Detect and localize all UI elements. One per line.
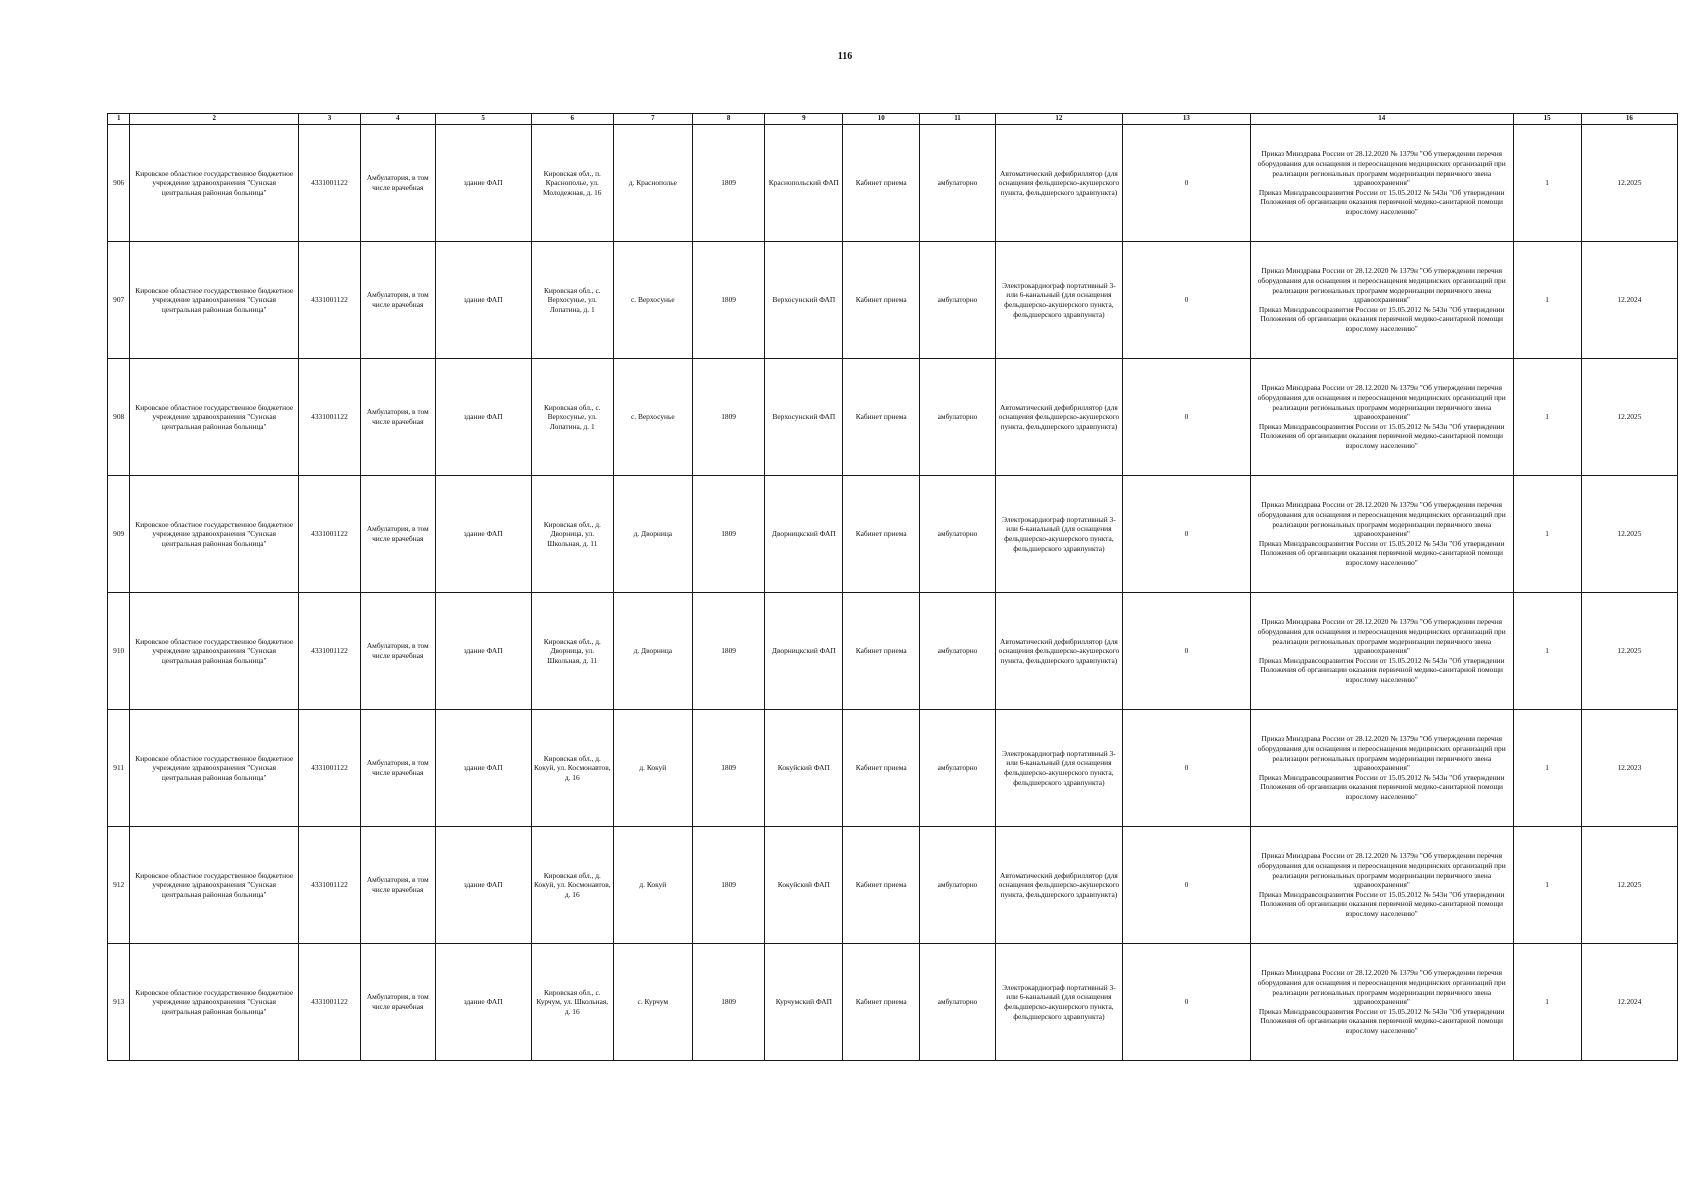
table-row <box>108 710 1678 827</box>
quantity-available: 0 <box>1122 710 1250 827</box>
building: здание ФАП <box>435 125 531 242</box>
building: здание ФАП <box>435 827 531 944</box>
facility-type: Амбулатория, в том числе врачебная <box>360 242 435 359</box>
address: Кировская обл., д. Дворница, ул. Школьная, д. 11 <box>531 593 613 710</box>
fap-name: Верхосунский ФАП <box>765 359 843 476</box>
column-number: 14 <box>1250 114 1513 125</box>
quantity-needed: 1 <box>1513 242 1581 359</box>
table-row <box>108 476 1678 593</box>
quantity-needed: 1 <box>1513 827 1581 944</box>
locality: с. Верхосунье <box>613 242 692 359</box>
locality: д. Кокуй <box>613 710 692 827</box>
quantity-needed: 1 <box>1513 476 1581 593</box>
year: 1809 <box>692 476 765 593</box>
room: Кабинет приема <box>843 944 920 1061</box>
equipment: Электрокардиограф портативный 3- или 6-канальный (для оснащения фельдшерско-акушерского пункта, фельдшерского здравпункта) <box>995 944 1122 1061</box>
delivery-date: 12.2025 <box>1581 476 1677 593</box>
locality: д. Кокуй <box>613 827 692 944</box>
row-number: 912 <box>108 827 130 944</box>
locality: д. Краснополье <box>613 125 692 242</box>
fap-name: Курчумский ФАП <box>765 944 843 1061</box>
delivery-date: 12.2025 <box>1581 125 1677 242</box>
fap-name: Краснопольский ФАП <box>765 125 843 242</box>
table-row <box>108 827 1678 944</box>
address: Кировская обл., д. Кокуй, ул. Космонавтов, д. 16 <box>531 827 613 944</box>
locality: с. Верхосунье <box>613 359 692 476</box>
row-number: 911 <box>108 710 130 827</box>
column-number: 10 <box>843 114 920 125</box>
page-number: 116 <box>837 51 853 62</box>
year: 1809 <box>692 944 765 1061</box>
organization-name: Кировское областное государственное бюджетное учреждение здравоохранения "Сунская центральная районная больница" <box>130 242 299 359</box>
room: Кабинет приема <box>843 125 920 242</box>
row-number: 908 <box>108 359 130 476</box>
care-mode: амбулаторно <box>920 827 996 944</box>
quantity-needed: 1 <box>1513 944 1581 1061</box>
column-number: 3 <box>299 114 361 125</box>
year: 1809 <box>692 593 765 710</box>
room: Кабинет приема <box>843 476 920 593</box>
equipment: Электрокардиограф портативный 3- или 6-канальный (для оснащения фельдшерско-акушерского пункта, фельдшерского здравпункта) <box>995 242 1122 359</box>
address: Кировская обл., с. Курчум, ул. Школьная, д. 16 <box>531 944 613 1061</box>
quantity-available: 0 <box>1122 476 1250 593</box>
room: Кабинет приема <box>843 827 920 944</box>
legal-basis: Приказ Минздрава России от 28.12.2020 № 1379н "Об утверждении перечня оборудования для оснащения и переоснащения медицинских организаций при реализации региональных программ модернизации первичного звена здравоохранения" Приказ Минздравсоцразвития России от 15.05.2012 № 543н "Об утверждении Положения об организации оказания первичной медико-санитарной помощи взрослому населению" <box>1250 827 1513 944</box>
quantity-available: 0 <box>1122 944 1250 1061</box>
year: 1809 <box>692 827 765 944</box>
organization-name: Кировское областное государственное бюджетное учреждение здравоохранения "Сунская центральная районная больница" <box>130 827 299 944</box>
address: Кировская обл., с. Верхосунье, ул. Лопатина, д. 1 <box>531 359 613 476</box>
locality: д. Дворница <box>613 593 692 710</box>
equipment: Электрокардиограф портативный 3- или 6-канальный (для оснащения фельдшерско-акушерского пункта, фельдшерского здравпункта) <box>995 476 1122 593</box>
room: Кабинет приема <box>843 242 920 359</box>
quantity-available: 0 <box>1122 827 1250 944</box>
legal-basis: Приказ Минздрава России от 28.12.2020 № 1379н "Об утверждении перечня оборудования для оснащения и переоснащения медицинских организаций при реализации региональных программ модернизации первичного звена здравоохранения" Приказ Минздравсоцразвития России от 15.05.2012 № 543н "Об утверждении Положения об организации оказания первичной медико-санитарной помощи взрослому населению" <box>1250 944 1513 1061</box>
delivery-date: 12.2024 <box>1581 944 1677 1061</box>
building: здание ФАП <box>435 476 531 593</box>
legal-basis: Приказ Минздрава России от 28.12.2020 № 1379н "Об утверждении перечня оборудования для оснащения и переоснащения медицинских организаций при реализации региональных программ модернизации первичного звена здравоохранения" Приказ Минздравсоцразвития России от 15.05.2012 № 543н "Об утверждении Положения об организации оказания первичной медико-санитарной помощи взрослому населению" <box>1250 242 1513 359</box>
fap-name: Кокуйский ФАП <box>765 827 843 944</box>
organization-name: Кировское областное государственное бюджетное учреждение здравоохранения "Сунская центральная районная больница" <box>130 944 299 1061</box>
organization-name: Кировское областное государственное бюджетное учреждение здравоохранения "Сунская центральная районная больница" <box>130 359 299 476</box>
table-row <box>108 593 1678 710</box>
inn: 4331001122 <box>299 710 361 827</box>
address: Кировская обл., с. Верхосунье, ул. Лопатина, д. 1 <box>531 242 613 359</box>
column-number: 7 <box>613 114 692 125</box>
room: Кабинет приема <box>843 710 920 827</box>
column-number: 8 <box>692 114 765 125</box>
quantity-needed: 1 <box>1513 359 1581 476</box>
locality: д. Дворница <box>613 476 692 593</box>
equipment: Автоматический дефибриллятор (для оснащения фельдшерско-акушерского пункта, фельдшерского здравпункта) <box>995 359 1122 476</box>
column-number-row <box>108 114 1678 125</box>
equipment: Автоматический дефибриллятор (для оснащения фельдшерско-акушерского пункта, фельдшерского здравпункта) <box>995 593 1122 710</box>
legal-basis: Приказ Минздрава России от 28.12.2020 № 1379н "Об утверждении перечня оборудования для оснащения и переоснащения медицинских организаций при реализации региональных программ модернизации первичного звена здравоохранения" Приказ Минздравсоцразвития России от 15.05.2012 № 543н "Об утверждении Положения об организации оказания первичной медико-санитарной помощи взрослому населению" <box>1250 359 1513 476</box>
equipment: Автоматический дефибриллятор (для оснащения фельдшерско-акушерского пункта, фельдшерского здравпункта) <box>995 827 1122 944</box>
equipment: Автоматический дефибриллятор (для оснащения фельдшерско-акушерского пункта, фельдшерского здравпункта) <box>995 125 1122 242</box>
fap-name: Верхосунский ФАП <box>765 242 843 359</box>
address: Кировская обл., д. Дворница, ул. Школьная, д. 11 <box>531 476 613 593</box>
building: здание ФАП <box>435 710 531 827</box>
inn: 4331001122 <box>299 242 361 359</box>
column-number: 2 <box>130 114 299 125</box>
inn: 4331001122 <box>299 593 361 710</box>
building: здание ФАП <box>435 944 531 1061</box>
facility-type: Амбулатория, в том числе врачебная <box>360 827 435 944</box>
legal-basis: Приказ Минздрава России от 28.12.2020 № 1379н "Об утверждении перечня оборудования для оснащения и переоснащения медицинских организаций при реализации региональных программ модернизации первичного звена здравоохранения" Приказ Минздравсоцразвития России от 15.05.2012 № 543н "Об утверждении Положения об организации оказания первичной медико-санитарной помощи взрослому населению" <box>1250 476 1513 593</box>
column-number: 9 <box>765 114 843 125</box>
equipment: Электрокардиограф портативный 3- или 6-канальный (для оснащения фельдшерско-акушерского пункта, фельдшерского здравпункта) <box>995 710 1122 827</box>
organization-name: Кировское областное государственное бюджетное учреждение здравоохранения "Сунская центральная районная больница" <box>130 125 299 242</box>
care-mode: амбулаторно <box>920 359 996 476</box>
care-mode: амбулаторно <box>920 710 996 827</box>
organization-name: Кировское областное государственное бюджетное учреждение здравоохранения "Сунская центральная районная больница" <box>130 476 299 593</box>
inn: 4331001122 <box>299 944 361 1061</box>
care-mode: амбулаторно <box>920 125 996 242</box>
row-number: 906 <box>108 125 130 242</box>
column-number: 5 <box>435 114 531 125</box>
care-mode: амбулаторно <box>920 593 996 710</box>
quantity-available: 0 <box>1122 593 1250 710</box>
inn: 4331001122 <box>299 476 361 593</box>
facility-type: Амбулатория, в том числе врачебная <box>360 125 435 242</box>
facility-type: Амбулатория, в том числе врачебная <box>360 593 435 710</box>
row-number: 910 <box>108 593 130 710</box>
quantity-available: 0 <box>1122 125 1250 242</box>
facility-type: Амбулатория, в том числе врачебная <box>360 476 435 593</box>
fap-name: Кокуйский ФАП <box>765 710 843 827</box>
facility-type: Амбулатория, в том числе врачебная <box>360 710 435 827</box>
inn: 4331001122 <box>299 125 361 242</box>
table-row <box>108 944 1678 1061</box>
equipment-table <box>107 113 1678 1061</box>
delivery-date: 12.2025 <box>1581 827 1677 944</box>
column-number: 4 <box>360 114 435 125</box>
quantity-available: 0 <box>1122 242 1250 359</box>
year: 1809 <box>692 125 765 242</box>
year: 1809 <box>692 710 765 827</box>
fap-name: Дворницкский ФАП <box>765 593 843 710</box>
row-number: 907 <box>108 242 130 359</box>
building: здание ФАП <box>435 242 531 359</box>
care-mode: амбулаторно <box>920 476 996 593</box>
care-mode: амбулаторно <box>920 944 996 1061</box>
year: 1809 <box>692 359 765 476</box>
quantity-needed: 1 <box>1513 593 1581 710</box>
room: Кабинет приема <box>843 359 920 476</box>
room: Кабинет приема <box>843 593 920 710</box>
delivery-date: 12.2025 <box>1581 593 1677 710</box>
building: здание ФАП <box>435 359 531 476</box>
row-number: 913 <box>108 944 130 1061</box>
column-number: 13 <box>1122 114 1250 125</box>
table-row <box>108 242 1678 359</box>
facility-type: Амбулатория, в том числе врачебная <box>360 359 435 476</box>
quantity-needed: 1 <box>1513 710 1581 827</box>
row-number: 909 <box>108 476 130 593</box>
column-number: 1 <box>108 114 130 125</box>
facility-type: Амбулатория, в том числе врачебная <box>360 944 435 1061</box>
legal-basis: Приказ Минздрава России от 28.12.2020 № 1379н "Об утверждении перечня оборудования для оснащения и переоснащения медицинских организаций при реализации региональных программ модернизации первичного звена здравоохранения" Приказ Минздравсоцразвития России от 15.05.2012 № 543н "Об утверждении Положения об организации оказания первичной медико-санитарной помощи взрослому населению" <box>1250 710 1513 827</box>
column-number: 16 <box>1581 114 1677 125</box>
quantity-available: 0 <box>1122 359 1250 476</box>
column-number: 15 <box>1513 114 1581 125</box>
legal-basis: Приказ Минздрава России от 28.12.2020 № 1379н "Об утверждении перечня оборудования для оснащения и переоснащения медицинских организаций при реализации региональных программ модернизации первичного звена здравоохранения" Приказ Минздравсоцразвития России от 15.05.2012 № 543н "Об утверждении Положения об организации оказания первичной медико-санитарной помощи взрослому населению" <box>1250 593 1513 710</box>
inn: 4331001122 <box>299 827 361 944</box>
year: 1809 <box>692 242 765 359</box>
delivery-date: 12.2025 <box>1581 359 1677 476</box>
organization-name: Кировское областное государственное бюджетное учреждение здравоохранения "Сунская центральная районная больница" <box>130 593 299 710</box>
table-row <box>108 125 1678 242</box>
table-row <box>108 359 1678 476</box>
column-number: 6 <box>531 114 613 125</box>
inn: 4331001122 <box>299 359 361 476</box>
column-number: 12 <box>995 114 1122 125</box>
legal-basis: Приказ Минздрава России от 28.12.2020 № 1379н "Об утверждении перечня оборудования для оснащения и переоснащения медицинских организаций при реализации региональных программ модернизации первичного звена здравоохранения" Приказ Минздравсоцразвития России от 15.05.2012 № 543н "Об утверждении Положения об организации оказания первичной медико-санитарной помощи взрослому населению" <box>1250 125 1513 242</box>
care-mode: амбулаторно <box>920 242 996 359</box>
fap-name: Дворницкский ФАП <box>765 476 843 593</box>
quantity-needed: 1 <box>1513 125 1581 242</box>
locality: с. Курчум <box>613 944 692 1061</box>
delivery-date: 12.2024 <box>1581 242 1677 359</box>
address: Кировская обл., п. Краснополье, ул. Молодежная, д. 16 <box>531 125 613 242</box>
column-number: 11 <box>920 114 996 125</box>
organization-name: Кировское областное государственное бюджетное учреждение здравоохранения "Сунская центральная районная больница" <box>130 710 299 827</box>
delivery-date: 12.2023 <box>1581 710 1677 827</box>
building: здание ФАП <box>435 593 531 710</box>
address: Кировская обл., д. Кокуй, ул. Космонавтов, д. 16 <box>531 710 613 827</box>
